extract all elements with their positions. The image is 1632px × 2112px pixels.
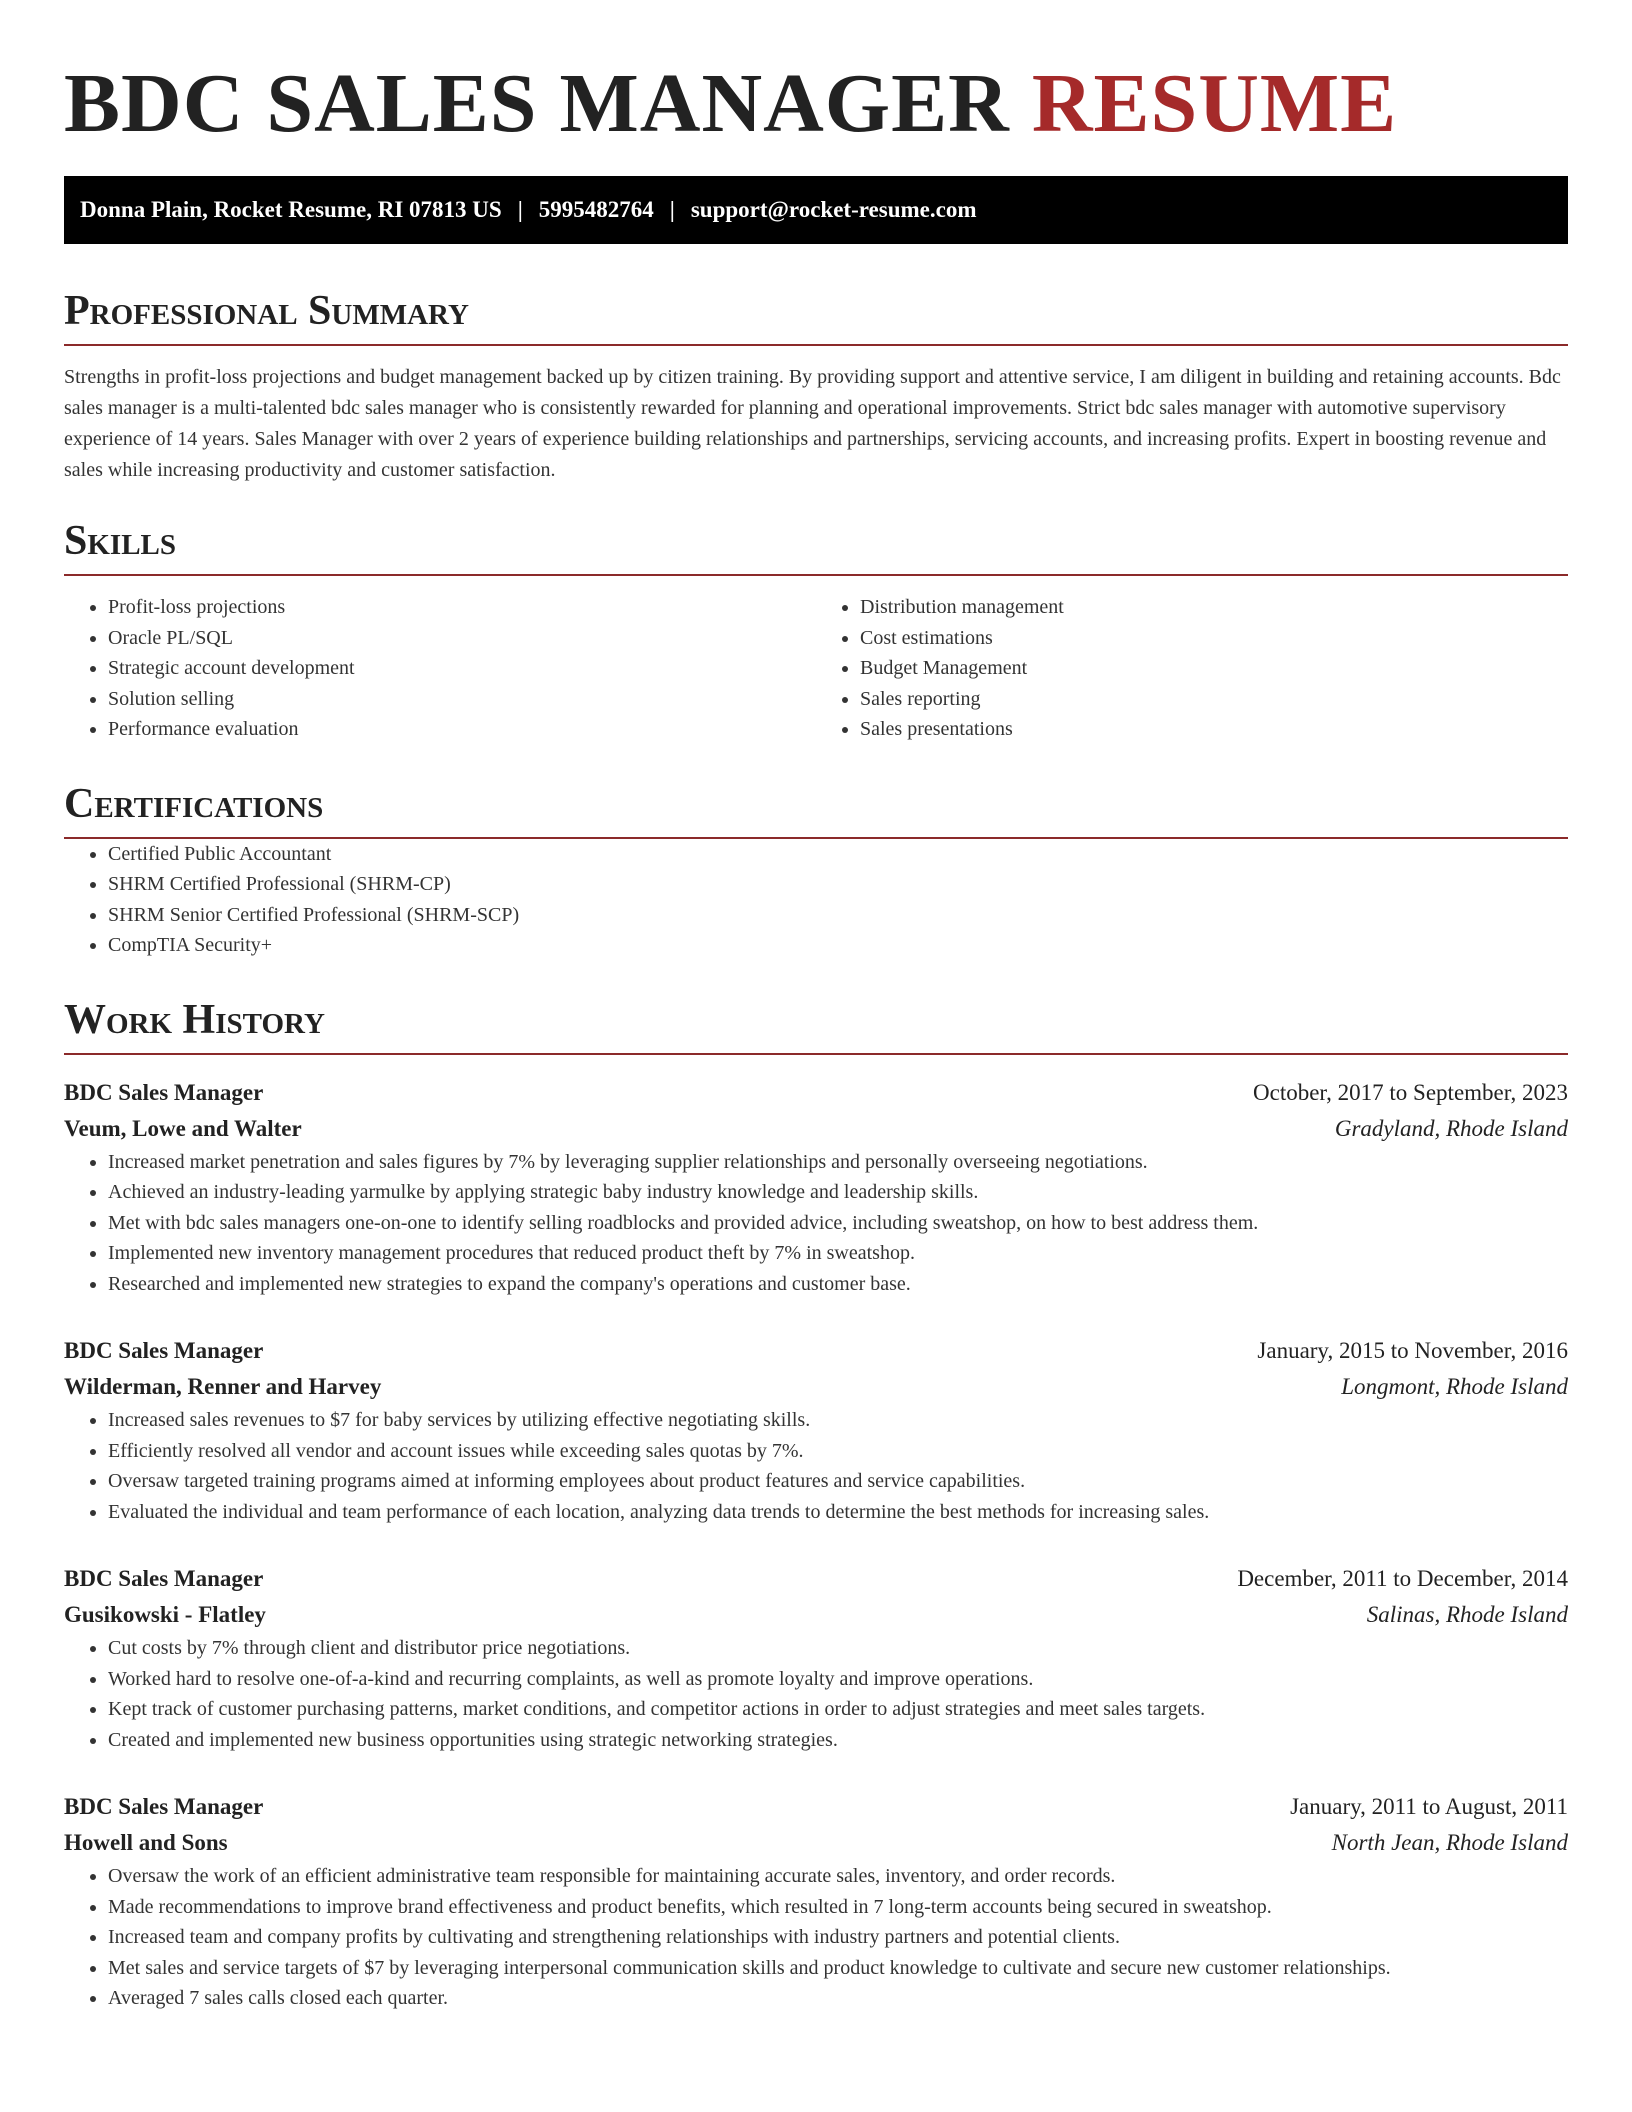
skill-item: • Solution selling xyxy=(108,684,816,715)
skill-item: • Sales reporting xyxy=(860,684,1568,715)
job-bullet: • Oversaw the work of an efficient administrative team responsible for maintaining accurate sales, inventory, and order records. xyxy=(108,1861,1568,1892)
job-bullets xyxy=(64,1861,1568,2014)
contact-address: Donna Plain, Rocket Resume, RI 07813 US xyxy=(80,197,502,222)
job-location: Gradyland, Rhode Island xyxy=(1334,1115,1568,1141)
job-company: Wilderman, Renner and Harvey xyxy=(64,1374,382,1399)
job-company-row xyxy=(64,1825,1568,1861)
job-bullet: • Kept track of customer purchasing patterns, market conditions, and competitor actions in order to adjust strategies and meet sales targets. xyxy=(108,1694,1568,1725)
section-heading: Certifications xyxy=(64,779,1568,839)
skill-item: • Budget Management xyxy=(860,653,1568,684)
job-title: BDC Sales Manager xyxy=(64,1338,264,1363)
job-bullet: • Met sales and service targets of $7 by leveraging interpersonal communication skills and product knowledge to cultivate and secure new customer relationships. xyxy=(108,1953,1568,1984)
job-bullet: • Created and implemented new business opportunities using strategic networking strategies. xyxy=(108,1725,1568,1756)
job-bullets xyxy=(64,1147,1568,1300)
certification-item: • SHRM Senior Certified Professional (SHRM-SCP) xyxy=(108,900,1568,931)
job-title: BDC Sales Manager xyxy=(64,1079,264,1105)
skill-item: • Profit-loss projections xyxy=(108,592,816,623)
certifications-list xyxy=(64,839,1568,961)
job-company-row xyxy=(64,1597,1568,1633)
job-header-row xyxy=(64,1075,1568,1111)
certification-item: • CompTIA Security+ xyxy=(108,930,1568,961)
job-location: Salinas, Rhode Island xyxy=(1366,1602,1568,1627)
skills-list-left xyxy=(64,592,816,745)
job-bullets xyxy=(64,1405,1568,1527)
job-header-row xyxy=(64,1561,1568,1597)
job-bullet: • Oversaw targeted training programs aimed at informing employees about product features and service capabilities. xyxy=(108,1466,1568,1497)
job-title: BDC Sales Manager xyxy=(64,1566,264,1591)
skill-item: • Oracle PL/SQL xyxy=(108,623,816,654)
job-bullet: • Met with bdc sales managers one-on-one to identify selling roadblocks and provided advice, including sweatshop, on how to best address them. xyxy=(108,1208,1568,1239)
job-entry xyxy=(64,1789,1568,2014)
title-accent: RESUME xyxy=(1031,57,1398,150)
summary-text: Strengths in profit-loss projections and budget management backed up by citizen training. By providing support and attentive service, I am diligent in building and retaining accounts. Bdc sales manager is a multi-talented bdc sales manager who is consistently rewarded for planning and operational improvements. Strict bdc sales manager with automotive supervisory experience of 14 years. Sales Manager with over 2 years of experience building relationships and partnerships, servicing accounts, and increasing profits. Expert in boosting revenue and sales while increasing productivity and customer satisfaction. xyxy=(64,366,1561,481)
job-dates: January, 2011 to August, 2011 xyxy=(1290,1794,1568,1819)
job-bullet: • Increased team and company profits by cultivating and strengthening relationships with industry partners and potential clients. xyxy=(108,1922,1568,1953)
job-bullet: • Researched and implemented new strategies to expand the company's operations and customer base. xyxy=(108,1269,1568,1300)
contact-phone[interactable]: 5995482764 xyxy=(538,197,654,222)
contact-bar xyxy=(64,176,1568,244)
job-bullets xyxy=(64,1633,1568,1755)
resume-title xyxy=(64,56,1568,152)
certification-item: • SHRM Certified Professional (SHRM-CP) xyxy=(108,869,1568,900)
job-bullet: • Cut costs by 7% through client and distributor price negotiations. xyxy=(108,1633,1568,1664)
title-main: BDC SALES MANAGER xyxy=(64,57,1010,150)
job-entry xyxy=(64,1333,1568,1527)
skills-list-right xyxy=(816,592,1568,745)
work-history-section xyxy=(64,995,1568,2014)
job-bullet: • Increased market penetration and sales figures by 7% by leveraging supplier relationships and personally overseeing negotiations. xyxy=(108,1147,1568,1178)
job-dates: January, 2015 to November, 2016 xyxy=(1257,1338,1568,1363)
job-bullet: • Efficiently resolved all vendor and account issues while exceeding sales quotas by 7%. xyxy=(108,1436,1568,1467)
section-heading: Professional Summary xyxy=(64,286,1568,346)
certification-item: • Certified Public Accountant xyxy=(108,839,1568,870)
contact-email[interactable]: support@rocket-resume.com xyxy=(690,197,977,222)
job-header-row xyxy=(64,1789,1568,1825)
certifications-section xyxy=(64,779,1568,961)
job-company: Veum, Lowe and Walter xyxy=(64,1115,302,1141)
professional-summary-section xyxy=(64,286,1568,486)
job-location: North Jean, Rhode Island xyxy=(1331,1830,1568,1855)
skills-columns xyxy=(64,592,1568,745)
job-entry xyxy=(64,1075,1568,1300)
job-company: Howell and Sons xyxy=(64,1830,228,1855)
job-company-row xyxy=(64,1111,1568,1147)
skills-section xyxy=(64,516,1568,745)
job-company: Gusikowski - Flatley xyxy=(64,1602,266,1627)
skill-item: • Sales presentations xyxy=(860,714,1568,745)
skill-item: • Cost estimations xyxy=(860,623,1568,654)
section-heading: Skills xyxy=(64,516,1568,576)
job-bullet: • Made recommendations to improve brand effectiveness and product benefits, which resulted in 7 long-term accounts being secured in sweatshop. xyxy=(108,1892,1568,1923)
contact-separator: | xyxy=(669,197,675,222)
job-bullet: • Worked hard to resolve one-of-a-kind and recurring complaints, as well as promote loyalty and improve operations. xyxy=(108,1664,1568,1695)
job-bullet: • Achieved an industry-leading yarmulke by applying strategic baby industry knowledge and leadership skills. xyxy=(108,1177,1568,1208)
job-bullet: • Implemented new inventory management procedures that reduced product theft by 7% in sweatshop. xyxy=(108,1238,1568,1269)
skill-item: • Strategic account development xyxy=(108,653,816,684)
skill-item: • Distribution management xyxy=(860,592,1568,623)
job-entry xyxy=(64,1561,1568,1755)
job-location: Longmont, Rhode Island xyxy=(1341,1374,1568,1399)
job-title: BDC Sales Manager xyxy=(64,1794,264,1819)
job-bullet: • Evaluated the individual and team performance of each location, analyzing data trends to determine the best methods for increasing sales. xyxy=(108,1497,1568,1528)
contact-separator: | xyxy=(517,197,523,222)
job-dates: October, 2017 to September, 2023 xyxy=(1253,1079,1568,1105)
job-header-row xyxy=(64,1333,1568,1369)
skill-item: • Performance evaluation xyxy=(108,714,816,745)
job-dates: December, 2011 to December, 2014 xyxy=(1237,1566,1568,1591)
job-bullet: • Increased sales revenues to $7 for baby services by utilizing effective negotiating skills. xyxy=(108,1405,1568,1436)
job-bullet: • Averaged 7 sales calls closed each quarter. xyxy=(108,1983,1568,2014)
job-company-row xyxy=(64,1369,1568,1405)
section-heading: Work History xyxy=(64,995,1568,1055)
